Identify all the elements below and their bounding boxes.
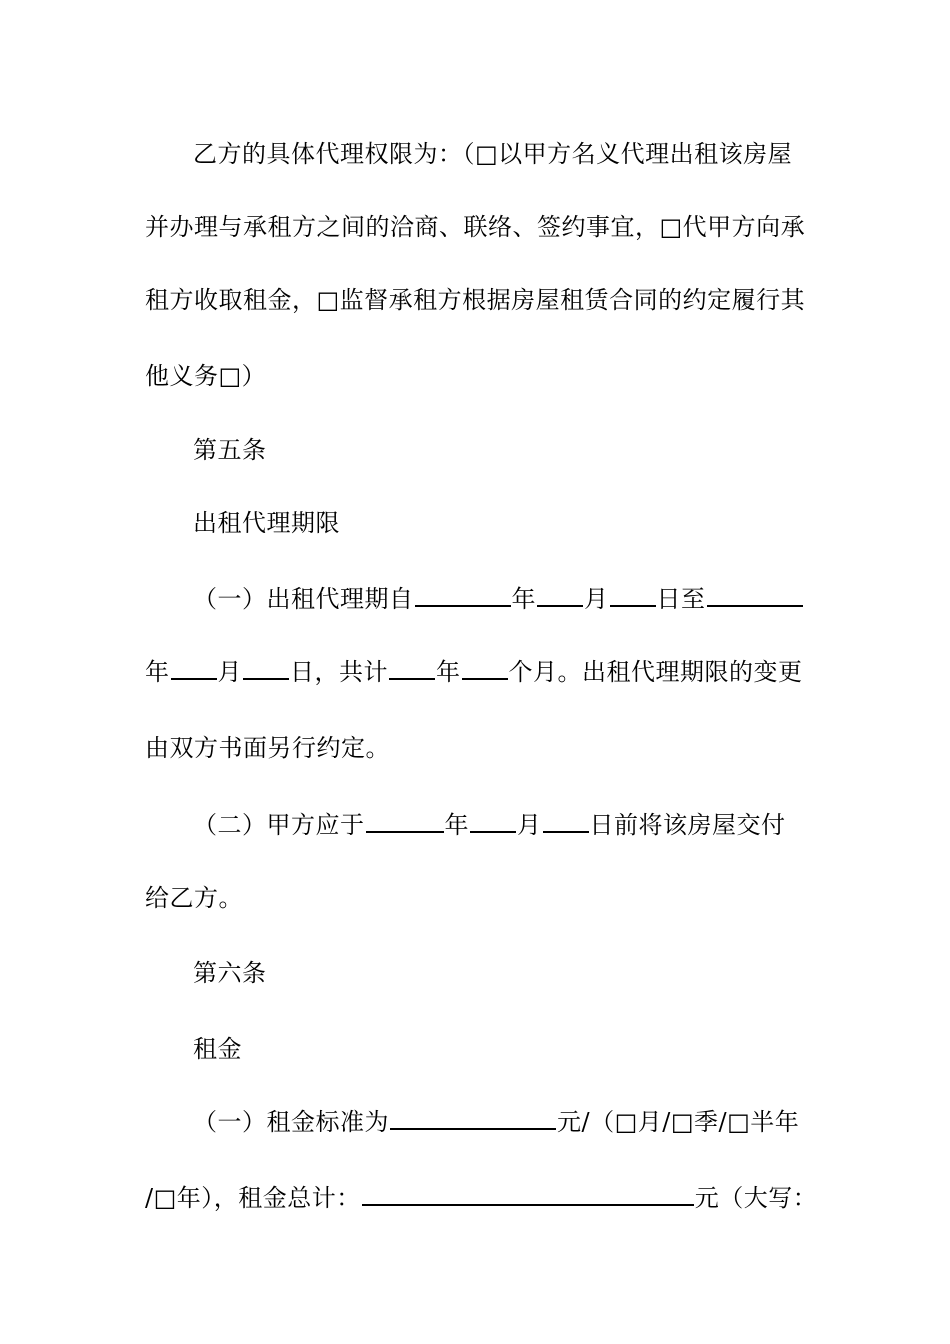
clause-line bbox=[193, 584, 865, 614]
blank-field[interactable] bbox=[366, 811, 444, 833]
text: 月 bbox=[517, 811, 542, 839]
blank-field[interactable] bbox=[415, 585, 511, 607]
text: 年 bbox=[511, 585, 536, 613]
text: /□年），租金总计： bbox=[145, 1184, 361, 1212]
blank-field[interactable] bbox=[470, 811, 516, 833]
clause-line bbox=[145, 733, 817, 763]
paragraph-line bbox=[145, 285, 817, 315]
text: 第六条 bbox=[193, 959, 267, 987]
blank-field[interactable] bbox=[362, 1184, 694, 1206]
clause-line bbox=[193, 1107, 865, 1137]
text: 由双方书面另行约定。 bbox=[145, 734, 390, 762]
text: （一）出租代理期自 bbox=[193, 585, 414, 613]
blank-field[interactable] bbox=[171, 658, 217, 680]
text: 元/（□月/□季/□半年 bbox=[557, 1108, 800, 1136]
blank-field[interactable] bbox=[543, 811, 589, 833]
article-title bbox=[193, 1034, 865, 1064]
text: 并办理与承租方之间的洽商、联络、签约事宜，□代甲方向承 bbox=[145, 213, 806, 241]
blank-field[interactable] bbox=[610, 585, 656, 607]
text: 他义务□） bbox=[145, 362, 267, 390]
clause-line bbox=[145, 657, 817, 687]
text: 元（大写： bbox=[694, 1184, 818, 1212]
blank-field[interactable] bbox=[390, 1108, 556, 1130]
blank-field[interactable] bbox=[243, 658, 289, 680]
clause-line bbox=[145, 883, 817, 913]
article-heading bbox=[193, 958, 865, 988]
text: 个月。出租代理期限的变更 bbox=[508, 658, 803, 686]
text: （二）甲方应于 bbox=[193, 811, 365, 839]
text: 日前将该房屋交付 bbox=[589, 811, 786, 839]
article-title bbox=[193, 508, 865, 538]
text: 租方收取租金，□监督承租方根据房屋租赁合同的约定履行其 bbox=[145, 286, 806, 314]
text: 日至 bbox=[656, 585, 706, 613]
blank-field[interactable] bbox=[537, 585, 583, 607]
clause-line bbox=[193, 810, 865, 840]
text: 年 bbox=[145, 658, 170, 686]
blank-field[interactable] bbox=[389, 658, 435, 680]
text: 年 bbox=[436, 658, 461, 686]
text: 乙方的具体代理权限为：（□以甲方名义代理出租该房屋 bbox=[193, 140, 793, 168]
paragraph-line bbox=[193, 139, 865, 169]
article-heading bbox=[193, 435, 865, 465]
blank-field[interactable] bbox=[707, 585, 803, 607]
text: 第五条 bbox=[193, 436, 267, 464]
clause-line bbox=[145, 1183, 817, 1213]
text: 出租代理期限 bbox=[193, 509, 340, 537]
text: 年 bbox=[444, 811, 469, 839]
text: 给乙方。 bbox=[145, 884, 243, 912]
text: 月 bbox=[217, 658, 242, 686]
text: （一）租金标准为 bbox=[193, 1108, 389, 1136]
text: 日，共计 bbox=[290, 658, 388, 686]
blank-field[interactable] bbox=[462, 658, 508, 680]
paragraph-line bbox=[145, 212, 817, 242]
text: 租金 bbox=[193, 1035, 242, 1063]
text: 月 bbox=[584, 585, 609, 613]
paragraph-line bbox=[145, 361, 817, 391]
